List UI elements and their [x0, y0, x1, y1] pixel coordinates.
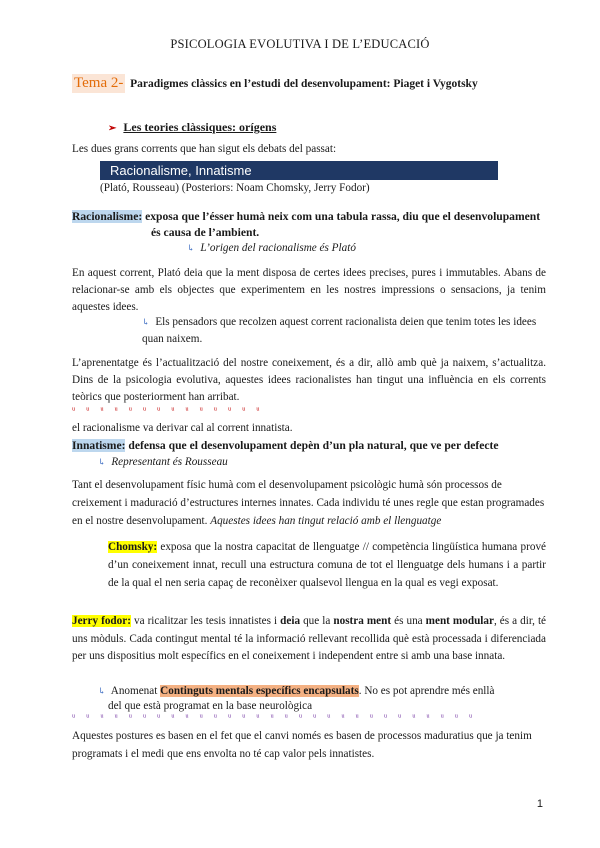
racionalisme-thinkers-text: Els pensadors que recolzen aquest corrent racionalista deien que tenim totes les idees quan naixem.: [142, 316, 537, 346]
sub-arrow-icon: ↳: [142, 317, 150, 327]
banner-authors: (Plató, Rousseau) (Posteriors: Noam Chomsky, Jerry Fodor): [100, 182, 370, 194]
ornament-divider-purple: ᵘ ᵘ ᵘ ᵘ ᵘ ᵘ ᵘ ᵘ ᵘ ᵘ ᵘ ᵘ ᵘ ᵘ ᵘ ᵘ ᵘ ᵘ ᵘ ᵘ ᵘ ᵘ ᵘ ᵘ ᵘ ᵘ ᵘ ᵘ ᵘ: [72, 712, 477, 723]
name-jerry-fodor: Jerry fodor:: [72, 615, 131, 627]
fodor-highlight: Continguts mentals específics encapsulats: [160, 685, 359, 697]
fodor-after-highlight: . No es pot aprendre més enllà: [358, 685, 495, 697]
topic-title: Paradigmes clàssics en l’estudi del desenvolupament: Piaget i Vygotsky: [130, 78, 478, 90]
innatisme-definition: [72, 437, 546, 454]
name-chomsky: Chomsky:: [108, 541, 158, 553]
fodor-paragraph: [72, 613, 546, 666]
section-heading-text: Les teories clàssiques: orígens: [123, 120, 277, 134]
sub-arrow-icon: ↳: [98, 686, 106, 696]
arrow-bullet-icon: ➢: [108, 123, 117, 134]
page-number: 1: [536, 798, 543, 810]
topic-heading: [72, 74, 478, 93]
racionalisme-origin: [187, 240, 547, 257]
section-heading: [108, 120, 276, 135]
innatisme-representative-text: Representant és Rousseau: [111, 456, 228, 468]
term-innatisme: Innatisme:: [72, 439, 126, 452]
innatisme-paragraph-text: Tant el desenvolupament físic humà com el desenvolupament psicològic humà són processos de creixement i maduració d’estructures internes innates. Cada individu té unes regle que estan programades en el nostre desenvolupament.: [72, 479, 545, 528]
innatisme-definition-text: defensa que el desenvolupament depèn d’un pla natural, que ve per defecte: [128, 439, 499, 452]
fodor-text-a: va ricalitzar les tesis innatistes i: [133, 615, 278, 627]
innatisme-representative: [98, 454, 538, 471]
racionalisme-paragraph-2: L’aprenentatge és l’actualització del nostre coneixement, és a dir, allò amb què ja naixem, s’actualitza. Dins de la psicologia evolutiva, aquestes idees racionalistes han tingut una influència en els corrents teòrics que posteriorment han arribat.: [72, 357, 546, 404]
fodor-text-c: és una: [394, 615, 423, 627]
fodor-nostra-ment: nostra ment: [333, 615, 392, 627]
fodor-deia: deia: [280, 615, 301, 627]
section-intro: Les dues grans corrents que han sigut els debats del passat:: [72, 143, 337, 155]
chomsky-paragraph: [108, 539, 546, 592]
ornament-divider: ᵘ ᵘ ᵘ ᵘ ᵘ ᵘ ᵘ ᵘ ᵘ ᵘ ᵘ ᵘ ᵘ ᵘ: [72, 405, 264, 416]
chomsky-text: exposa que la nostra capacitat de llenguatge // competència lingüística humana prové d’un coneixement innat, recull una estructura comuna de tot el llenguatge dels humans i a partir de la qual el nen seria capaç de reconèixer qualsevol llengua en la qual es vegi exposat.: [108, 541, 546, 589]
sub-arrow-icon: ↳: [98, 457, 106, 467]
term-racionalisme: Racionalisme:: [72, 210, 143, 223]
sub-arrow-icon: ↳: [187, 243, 195, 253]
fodor-ment-modular: ment modular: [425, 615, 494, 627]
fodor-anomenat-label: Anomenat: [110, 685, 158, 697]
fodor-second-line: del que està programat en la base neurològica: [108, 700, 313, 712]
fodor-text-b: que la: [303, 615, 331, 627]
innatisme-paragraph-italic: Aquestes idees han tingut relació amb el llenguatge: [210, 515, 442, 528]
closing-paragraph: Aquestes postures es basen en el fet que el canvi només es basen de processos maduratius que ja tenim programats i el medi que ens envolta no té cap valor pels innatistes.: [72, 730, 532, 760]
document-title: PSICOLOGIA EVOLUTIVA I DE L’EDUCACIÓ: [170, 37, 430, 51]
banner-text: Racionalisme, Innatisme: [110, 163, 252, 178]
topic-number: Tema 2-: [74, 75, 124, 91]
racionalisme-definition-text-2: és causa de l’ambient.: [151, 226, 260, 239]
racionalisme-paragraph-1: En aquest corrent, Plató deia que la ment disposa de certes idees precises, pures i immutables. Abans de relacionar-se amb els objectes que experimentem en les nostres impressions o sensacions, ja tenim aquestes idees.: [72, 267, 546, 314]
racionalisme-origin-text: L’origen del racionalisme és Plató: [200, 242, 356, 254]
racionalisme-derived-note: el racionalisme va derivar cal al corrent innatista.: [72, 422, 293, 434]
topic-banner: [100, 161, 498, 180]
racionalisme-thinkers-note: [142, 314, 546, 348]
racionalisme-definition-text-1: exposa que l’ésser humà neix com una tabula rassa, diu que el desenvolupament: [145, 210, 541, 223]
racionalisme-definition: [72, 208, 546, 225]
fodor-text-d: , és a dir, té uns mòduls. Cada contingut mental té la informació rellevant recollida què està processada i diferenciada per uns dispositius molt específics en el coneixement i independent entre si amb una base innata.: [72, 615, 547, 663]
innatisme-paragraph: [72, 476, 546, 531]
